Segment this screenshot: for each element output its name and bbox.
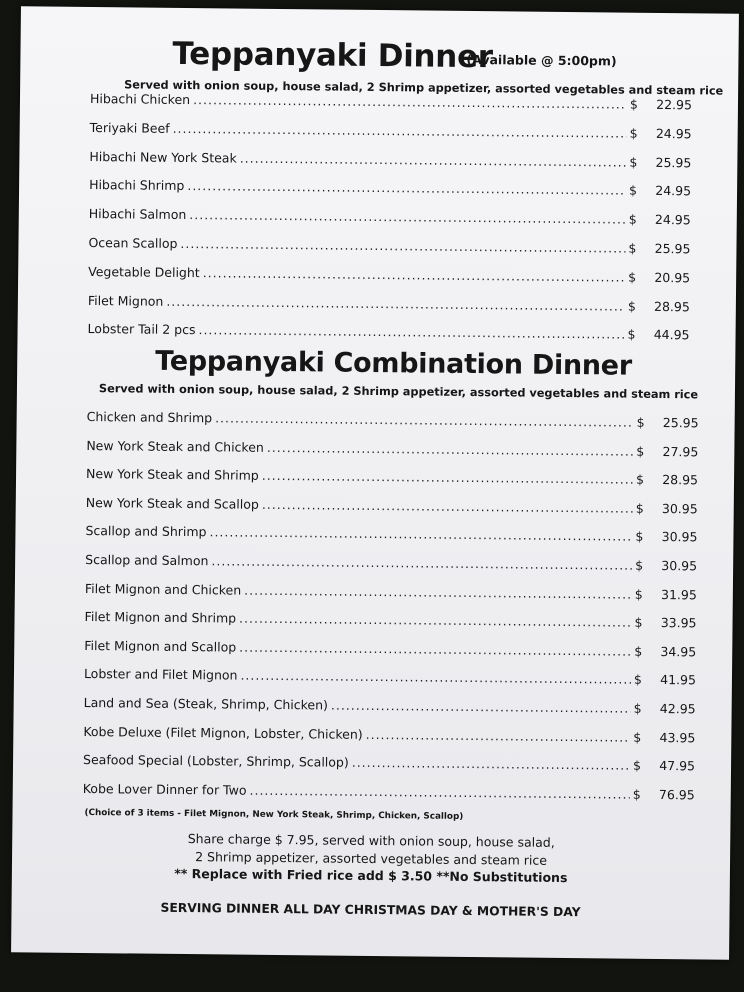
menu-item-price: [636, 443, 698, 459]
menu-item-price: [634, 644, 696, 660]
menu-item: [89, 149, 691, 170]
currency-symbol: $: [629, 96, 639, 112]
menu-item: [84, 638, 696, 659]
dot-leader: [262, 497, 633, 516]
dot-leader: [198, 323, 624, 342]
menu-item-name: Kobe Deluxe (Filet Mignon, Lobster, Chicken): [83, 723, 363, 742]
menu-item: [89, 206, 691, 227]
currency-symbol: $: [635, 529, 644, 545]
menu-item: [85, 609, 697, 630]
menu-item-price: [629, 212, 691, 228]
menu-item-price: [633, 758, 695, 774]
menu-item: [84, 666, 696, 687]
section-title-teppanyaki-dinner: Teppanyaki Dinner: [172, 35, 493, 76]
menu-item-name: Hibachi Shrimp: [89, 177, 185, 194]
currency-symbol: $: [635, 500, 644, 516]
menu-item-price: [634, 672, 696, 688]
menu-item-price: [634, 701, 696, 717]
price-amount: 33.95: [660, 615, 697, 631]
price-amount: 28.95: [662, 472, 699, 488]
menu-item: [83, 781, 695, 802]
price-amount: 22.95: [656, 96, 693, 113]
dot-leader: [189, 207, 626, 227]
menu-item: [85, 581, 697, 602]
price-amount: 30.95: [661, 558, 698, 574]
menu-item-name: Lobster and Filet Mignon: [83, 666, 238, 683]
dot-leader: [352, 755, 630, 773]
menu-item-name: Seafood Special (Lobster, Shrimp, Scallop): [83, 752, 349, 770]
menu-item-name: Land and Sea (Steak, Shrimp, Chicken): [83, 694, 329, 713]
menu-item: [89, 177, 691, 198]
dot-leader: [366, 727, 631, 745]
currency-symbol: $: [633, 700, 642, 716]
price-amount: 76.95: [658, 786, 695, 803]
menu-item-price: [630, 97, 692, 113]
menu-item-price: [630, 125, 692, 141]
currency-symbol: $: [628, 240, 637, 256]
currency-symbol: $: [633, 672, 642, 688]
menu-item-price: [635, 586, 697, 602]
menu-item-price: [629, 154, 691, 170]
dot-leader: [211, 553, 632, 572]
currency-symbol: $: [628, 183, 638, 199]
currency-symbol: $: [632, 757, 642, 773]
menu-item: [85, 552, 697, 573]
menu-item-name: Filet Mignon and Chicken: [84, 580, 242, 598]
price-amount: 34.95: [660, 643, 697, 660]
menu-item: [88, 264, 690, 285]
menu-page: [11, 6, 739, 959]
menu-item-name: Chicken and Shrimp: [86, 408, 213, 426]
section-description: Served with onion soup, house salad, 2 Shrimp appetizer, assorted vegetables and steam rice: [124, 78, 724, 98]
currency-symbol: $: [635, 557, 644, 573]
menu-item-name: Filet Mignon: [87, 292, 164, 309]
menu-item: [86, 495, 698, 516]
currency-symbol: $: [634, 586, 643, 602]
price-amount: 24.95: [655, 125, 692, 142]
price-amount: 42.95: [659, 700, 696, 717]
price-amount: 30.95: [661, 500, 698, 517]
price-amount: 47.95: [659, 758, 696, 774]
share-charge-line-2: 2 Shrimp appetizer, assorted vegetables and steam rice: [195, 849, 548, 868]
choice-note: (Choice of 3 items - Filet Mignon, New York Steak, Shrimp, Chicken, Scallop): [84, 807, 464, 822]
dot-leader: [331, 698, 631, 716]
price-amount: 24.95: [654, 212, 691, 228]
currency-symbol: $: [636, 414, 645, 430]
price-amount: 41.95: [660, 672, 697, 688]
price-amount: 25.95: [654, 240, 691, 257]
menu-item-name: Kobe Lover Dinner for Two: [82, 780, 247, 798]
menu-item-price: [636, 501, 698, 517]
dot-leader: [180, 236, 625, 256]
menu-item: [88, 321, 690, 342]
dot-leader: [203, 265, 626, 284]
dot-leader: [239, 611, 632, 630]
dot-leader: [249, 783, 629, 802]
currency-symbol: $: [627, 327, 636, 343]
menu-item-name: Ocean Scallop: [88, 234, 178, 251]
menu-item-price: [636, 472, 698, 488]
dot-leader: [193, 92, 627, 112]
dot-leader: [240, 668, 631, 687]
dot-leader: [262, 468, 633, 487]
dot-leader: [267, 439, 634, 458]
price-amount: 43.95: [659, 729, 696, 745]
menu-item: [86, 466, 698, 487]
fried-rice-note: ** Replace with Fried rice add $ 3.50 **No Substitutions: [174, 865, 568, 886]
price-amount: 30.95: [661, 529, 698, 545]
price-amount: 44.95: [653, 327, 690, 343]
price-amount: 24.95: [655, 183, 692, 199]
menu-item-price: [628, 241, 690, 257]
menu-item-price: [635, 529, 697, 545]
dot-leader: [166, 293, 625, 313]
menu-item-price: [627, 327, 689, 343]
price-amount: 20.95: [654, 269, 691, 286]
menu-item-price: [637, 415, 699, 431]
menu-item-name: Hibachi Salmon: [88, 206, 187, 223]
menu-item: [90, 120, 692, 141]
menu-item-name: Scallop and Shrimp: [85, 523, 207, 540]
menu-item: [83, 724, 695, 745]
menu-item-name: Lobster Tail 2 pcs: [87, 321, 196, 338]
menu-item-price: [633, 787, 695, 803]
menu-item-name: Filet Mignon and Scallop: [84, 637, 237, 655]
currency-symbol: $: [635, 471, 645, 488]
currency-symbol: $: [627, 298, 636, 314]
menu-item-name: Vegetable Delight: [88, 263, 200, 280]
menu-item: [86, 438, 698, 459]
availability-note: (Available @ 5:00pm): [466, 51, 617, 69]
menu-item-name: Scallop and Salmon: [85, 551, 209, 569]
menu-item: [88, 235, 690, 256]
menu-item: [88, 293, 690, 314]
dot-leader: [244, 582, 632, 601]
menu-item-price: [634, 615, 696, 631]
currency-symbol: $: [636, 443, 645, 459]
menu-item: [83, 752, 695, 773]
menu-item: [87, 409, 699, 430]
price-amount: 25.95: [662, 415, 699, 431]
menu-item-name: Hibachi New York Steak: [89, 148, 237, 166]
menu-item: [85, 523, 697, 544]
menu-item-name: New York Steak and Scallop: [85, 494, 259, 512]
menu-item-price: [628, 298, 690, 314]
dot-leader: [187, 178, 626, 198]
price-amount: 27.95: [662, 443, 699, 459]
menu-item-name: Hibachi Chicken: [89, 90, 191, 108]
currency-symbol: $: [632, 786, 641, 802]
price-amount: 28.95: [653, 298, 690, 314]
section-description: Served with onion soup, house salad, 2 Shrimp appetizer, assorted vegetables and steam rice: [98, 382, 699, 402]
dot-leader: [215, 410, 634, 429]
menu-item-name: Filet Mignon and Shrimp: [84, 609, 237, 626]
menu-item: [84, 695, 696, 716]
currency-symbol: $: [633, 729, 642, 745]
menu-item-price: [633, 729, 695, 745]
menu-item-name: Teriyaki Beef: [89, 119, 170, 136]
menu-item-name: New York Steak and Shrimp: [86, 466, 259, 483]
currency-symbol: $: [634, 643, 643, 659]
currency-symbol: $: [628, 211, 637, 227]
menu-item-price: [635, 558, 697, 574]
currency-symbol: $: [634, 614, 643, 630]
currency-symbol: $: [628, 269, 637, 285]
section-title-combination-dinner: Teppanyaki Combination Dinner: [155, 345, 632, 382]
dot-leader: [240, 150, 627, 169]
dot-leader: [239, 639, 631, 658]
currency-symbol: $: [629, 125, 638, 141]
price-amount: 31.95: [660, 586, 697, 602]
serving-notice: SERVING DINNER ALL DAY CHRISTMAS DAY & MOTHER'S DAY: [160, 900, 581, 920]
currency-symbol: $: [629, 154, 638, 170]
dot-leader: [173, 121, 627, 141]
menu-item-price: [628, 269, 690, 285]
menu-item-name: New York Steak and Chicken: [86, 437, 264, 455]
menu-item-price: [629, 183, 691, 199]
share-charge-line: Share charge $ 7.95, served with onion soup, house salad,: [187, 831, 555, 850]
dot-leader: [209, 525, 632, 544]
price-amount: 25.95: [655, 154, 692, 170]
